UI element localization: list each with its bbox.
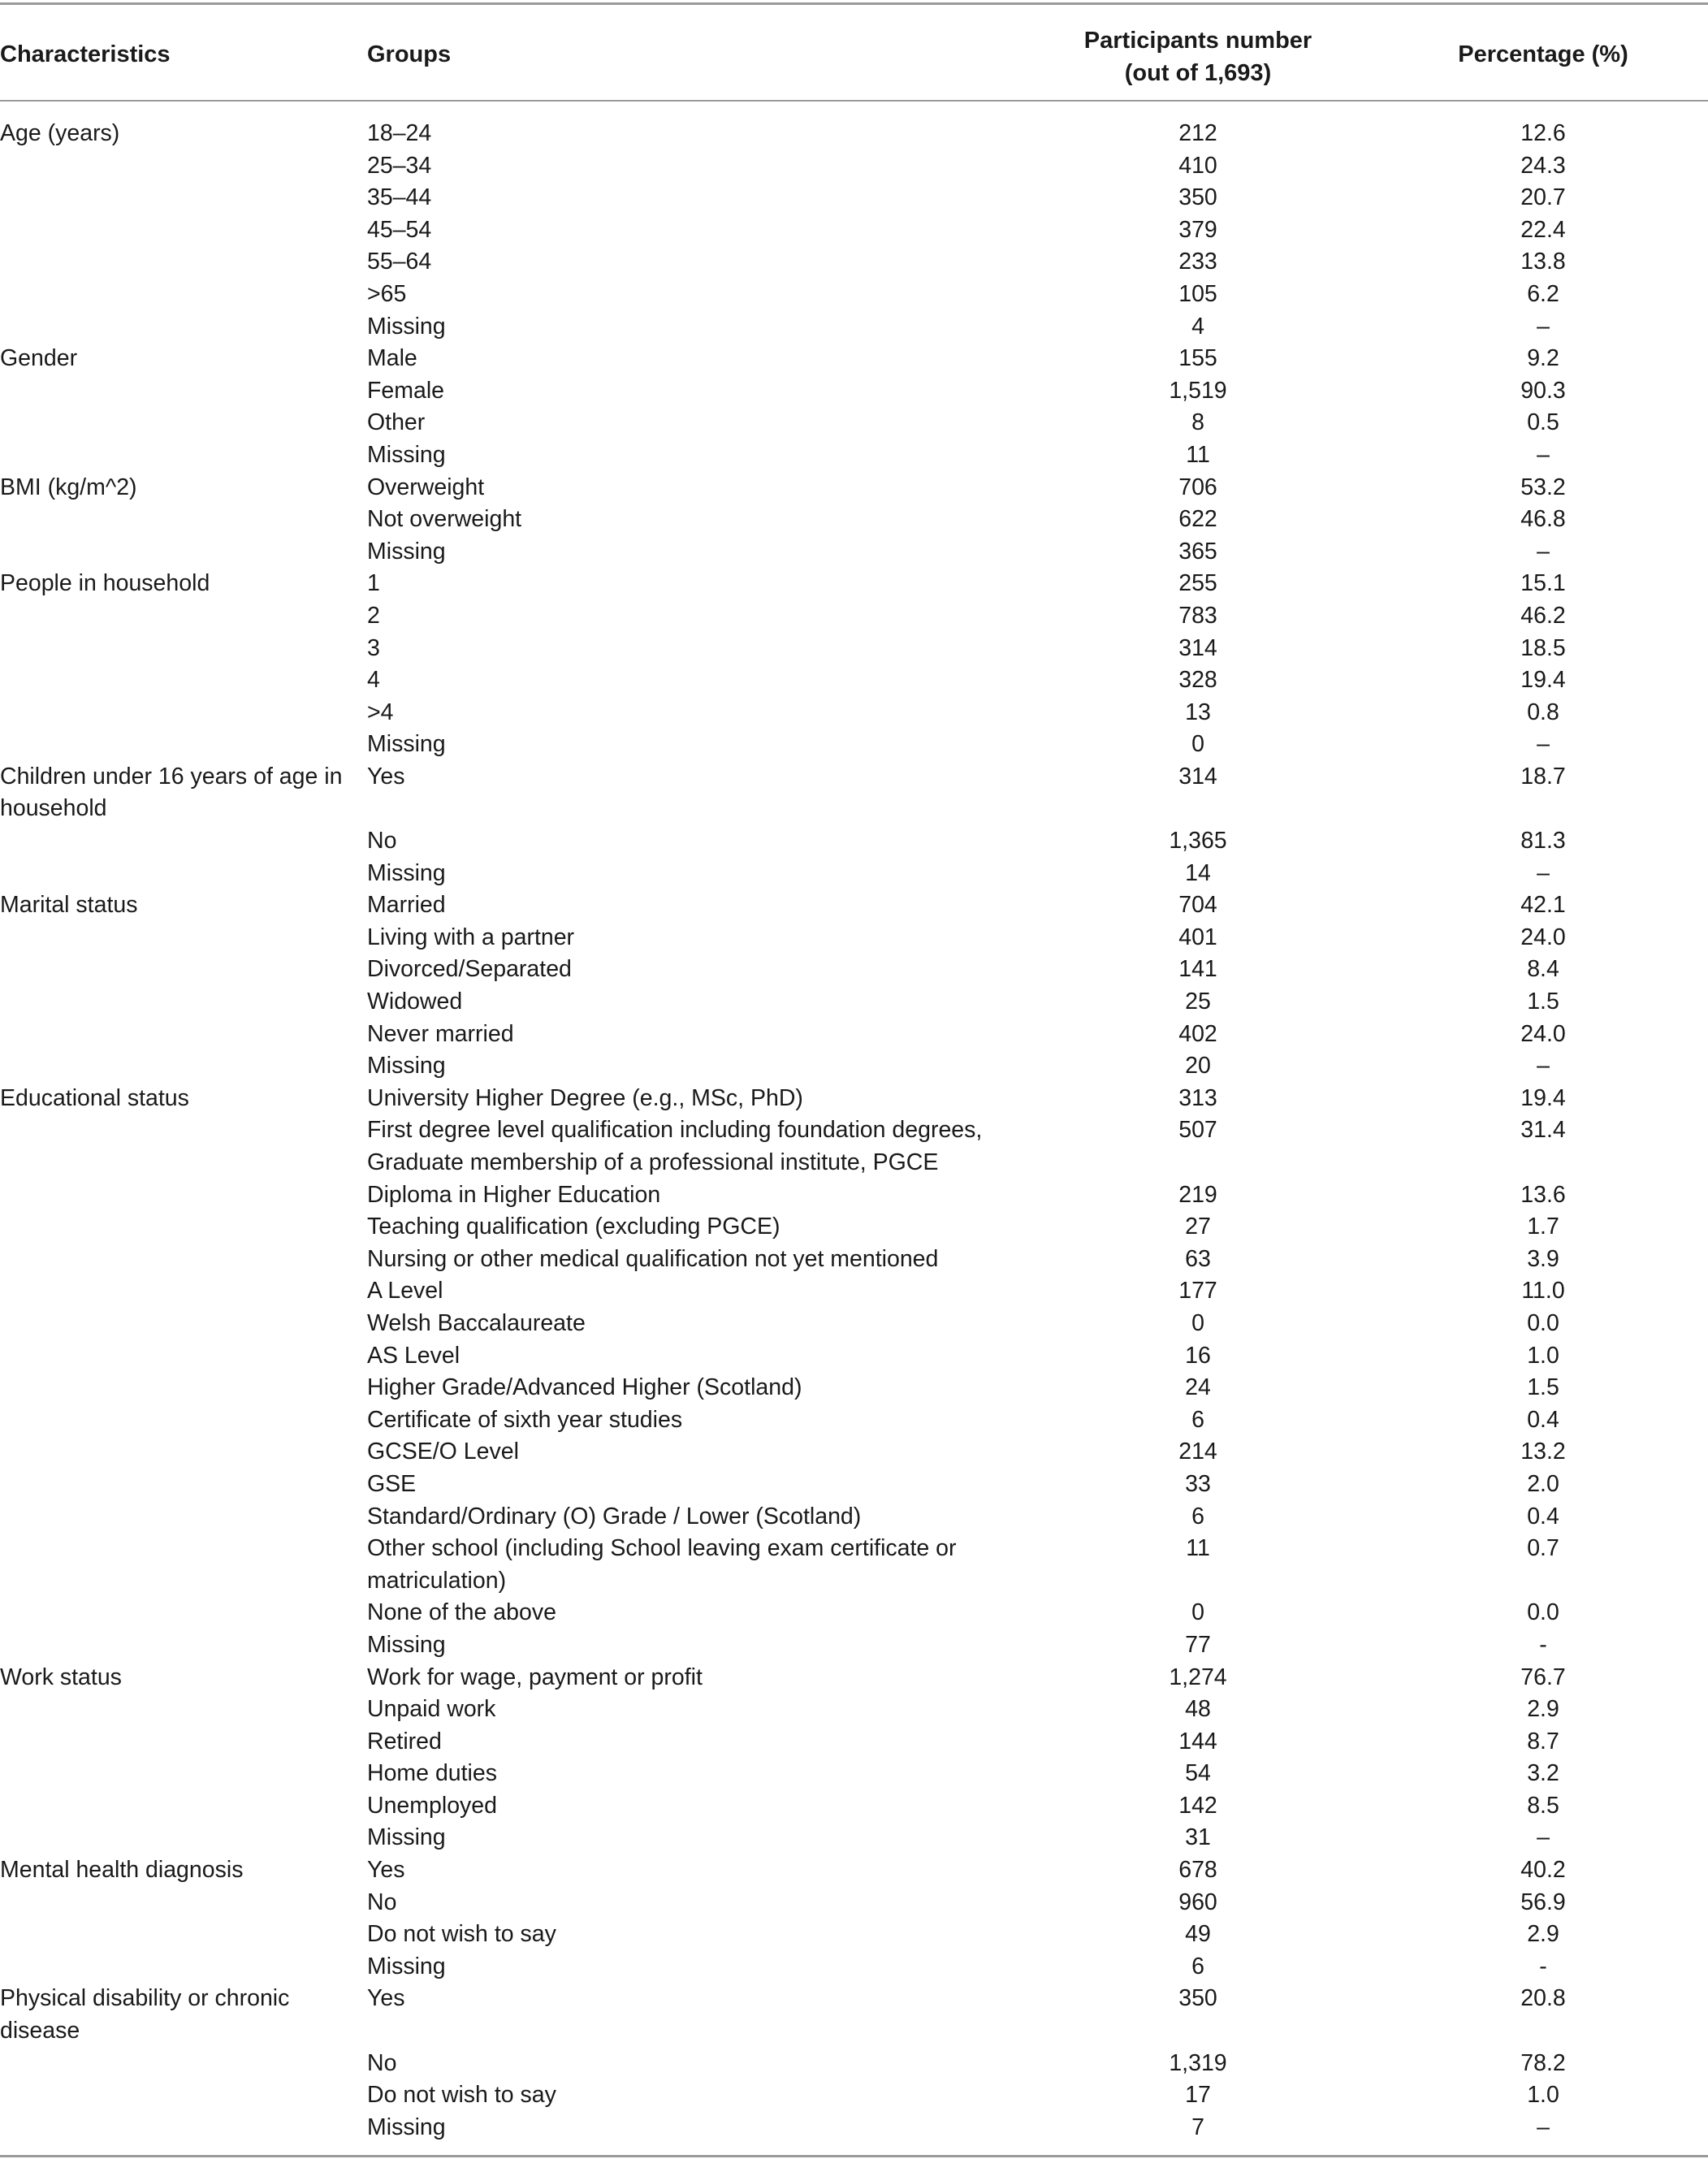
percentage-cell: 76.7	[1520, 1664, 1566, 1690]
percentage-cell: –	[1537, 2114, 1550, 2140]
group-cell: 45–54	[367, 216, 432, 243]
group-cell: Widowed	[367, 989, 463, 1015]
group-cell: Female	[367, 377, 445, 404]
header-participants	[1076, 24, 1320, 89]
table-row	[0, 1211, 1708, 1244]
characteristic-cell: Physical disability or chronic disease	[0, 1985, 290, 2044]
participants-cell: 0	[1191, 1309, 1204, 1336]
participants-cell: 14	[1185, 859, 1211, 886]
characteristic-cell: Educational status	[0, 1084, 189, 1111]
percentage-cell: 1.5	[1527, 989, 1559, 1015]
characteristic-cell: Mental health diagnosis	[0, 1857, 244, 1884]
group-cell: Missing	[367, 1631, 446, 1658]
participants-cell: 17	[1185, 2082, 1211, 2109]
participants-cell: 155	[1178, 345, 1217, 372]
participants-cell: 1,319	[1169, 2049, 1227, 2076]
participants-cell: 1,365	[1169, 828, 1227, 855]
table-row	[0, 858, 1708, 890]
group-cell: 3	[367, 634, 380, 661]
group-cell: GSE	[367, 1470, 417, 1497]
header-rule	[0, 100, 1708, 102]
table-row	[0, 1726, 1708, 1759]
percentage-cell: 0.8	[1527, 699, 1559, 725]
table-row	[0, 986, 1708, 1019]
group-cell: Teaching qualification (excluding PGCE)	[367, 1214, 780, 1240]
bottom-rule	[0, 2155, 1708, 2157]
participants-cell: 350	[1178, 1985, 1217, 2012]
group-cell: >4	[367, 699, 394, 725]
percentage-cell: 8.4	[1527, 956, 1559, 983]
percentage-cell: 3.9	[1527, 1245, 1559, 1272]
table-row	[0, 633, 1708, 665]
table-row	[0, 1951, 1708, 1984]
participants-cell: 783	[1178, 602, 1217, 629]
table-row	[0, 729, 1708, 761]
table-row	[0, 375, 1708, 408]
group-cell: 18–24	[367, 120, 432, 146]
table-row	[0, 1822, 1708, 1854]
percentage-cell: 0.5	[1527, 409, 1559, 436]
table-row	[0, 1629, 1708, 1662]
group-cell: Divorced/Separated	[367, 956, 572, 983]
group-cell: Missing	[367, 313, 446, 340]
table-row	[0, 761, 1708, 825]
participants-cell: 379	[1178, 216, 1217, 243]
group-cell: No	[367, 828, 397, 855]
table-row	[0, 118, 1708, 150]
participants-cell: 328	[1178, 667, 1217, 694]
participants-cell: 11	[1186, 1535, 1210, 1562]
group-cell: 35–44	[367, 184, 432, 211]
group-cell: Do not wish to say	[367, 1921, 556, 1948]
characteristic-cell: Work status	[0, 1664, 122, 1690]
group-cell: No	[367, 1889, 397, 1915]
group-cell: 55–64	[367, 249, 432, 275]
percentage-cell: 13.8	[1520, 249, 1566, 275]
participants-cell: 410	[1178, 152, 1217, 179]
participants-cell: 141	[1178, 956, 1217, 983]
table-row	[0, 922, 1708, 954]
table-row	[0, 1533, 1708, 1597]
participants-cell: 142	[1178, 1792, 1217, 1819]
percentage-cell: 0.4	[1527, 1406, 1559, 1433]
group-cell: Missing	[367, 441, 446, 468]
group-cell: Unpaid work	[367, 1696, 496, 1723]
table-row	[0, 504, 1708, 536]
group-cell: Missing	[367, 731, 446, 758]
table-row	[0, 1662, 1708, 1694]
group-cell: AS Level	[367, 1342, 461, 1369]
participants-cell: 31	[1185, 1824, 1211, 1851]
participants-cell: 678	[1178, 1857, 1217, 1884]
participants-cell: 314	[1178, 634, 1217, 661]
group-cell: Do not wish to say	[367, 2082, 556, 2109]
participants-cell: 214	[1178, 1439, 1217, 1465]
group-cell: Male	[367, 345, 417, 372]
participants-cell: 313	[1178, 1084, 1217, 1111]
table-row	[0, 150, 1708, 183]
group-cell: Living with a partner	[367, 924, 575, 950]
group-cell: Missing	[367, 859, 446, 886]
percentage-cell: 13.6	[1520, 1181, 1566, 1208]
percentage-cell: 15.1	[1520, 570, 1566, 597]
group-cell: 2	[367, 602, 380, 629]
participants-cell: 77	[1185, 1631, 1211, 1658]
participants-cell: 25	[1185, 989, 1211, 1015]
table-row	[0, 664, 1708, 697]
group-cell: University Higher Degree (e.g., MSc, PhD)	[367, 1084, 803, 1111]
participants-cell: 402	[1178, 1020, 1217, 1047]
participants-cell: 0	[1191, 731, 1204, 758]
group-cell: 25–34	[367, 152, 432, 179]
participants-cell: 27	[1185, 1214, 1211, 1240]
group-cell: Other	[367, 409, 426, 436]
table-row	[0, 889, 1708, 922]
participants-cell: 177	[1178, 1278, 1217, 1304]
group-cell: Missing	[367, 1053, 446, 1080]
percentage-cell: 24.0	[1520, 924, 1566, 950]
group-cell: Missing	[367, 2114, 446, 2140]
percentage-cell: 24.3	[1520, 152, 1566, 179]
table-row	[0, 1983, 1708, 2047]
percentage-cell: -	[1539, 1631, 1547, 1658]
table-row	[0, 1501, 1708, 1534]
table-row	[0, 1404, 1708, 1437]
percentage-cell: 22.4	[1520, 216, 1566, 243]
table-body	[0, 118, 1708, 2144]
participants-cell: 350	[1178, 184, 1217, 211]
table-row	[0, 954, 1708, 986]
participants-cell: 4	[1191, 313, 1204, 340]
participants-cell: 706	[1178, 474, 1217, 500]
percentage-cell: 78.2	[1520, 2049, 1566, 2076]
table-row	[0, 1050, 1708, 1083]
table-row	[0, 1179, 1708, 1212]
participants-cell: 33	[1185, 1470, 1211, 1497]
group-cell: Higher Grade/Advanced Higher (Scotland)	[367, 1374, 802, 1401]
header-characteristics: Characteristics	[0, 41, 171, 67]
percentage-cell: 1.5	[1527, 1374, 1559, 1401]
table-row	[0, 536, 1708, 569]
group-cell: GCSE/O Level	[367, 1439, 519, 1465]
percentage-cell: 81.3	[1520, 828, 1566, 855]
header-participants-line1: Participants number	[1083, 28, 1312, 54]
participants-cell: 6	[1191, 1406, 1204, 1433]
percentage-cell: 40.2	[1520, 1857, 1566, 1884]
group-cell: Yes	[367, 763, 405, 790]
group-cell: Standard/Ordinary (O) Grade / Lower (Scotland)	[367, 1503, 862, 1529]
table-row	[0, 697, 1708, 729]
participants-cell: 24	[1185, 1374, 1211, 1401]
table-row	[0, 407, 1708, 439]
percentage-cell: 19.4	[1520, 667, 1566, 694]
group-cell: Home duties	[367, 1760, 497, 1787]
table-row	[0, 1436, 1708, 1469]
table-row	[0, 311, 1708, 344]
group-cell: Married	[367, 892, 446, 919]
participants-cell: 54	[1185, 1760, 1211, 1787]
participants-cell: 13	[1185, 699, 1211, 725]
percentage-cell: 18.5	[1520, 634, 1566, 661]
group-cell: Diploma in Higher Education	[367, 1181, 661, 1208]
table-row	[0, 1887, 1708, 1919]
characteristic-cell: Gender	[0, 345, 78, 372]
percentage-cell: 1.0	[1527, 1342, 1559, 1369]
table-row	[0, 279, 1708, 311]
table-row	[0, 182, 1708, 214]
percentage-cell: -	[1539, 1953, 1547, 1979]
percentage-cell: 8.7	[1527, 1728, 1559, 1754]
group-cell: Not overweight	[367, 506, 522, 533]
percentage-cell: –	[1537, 731, 1550, 758]
characteristic-cell: People in household	[0, 570, 210, 597]
group-cell: Welsh Baccalaureate	[367, 1309, 586, 1336]
table-row	[0, 1597, 1708, 1629]
percentage-cell: –	[1537, 538, 1550, 565]
participants-cell: 219	[1178, 1181, 1217, 1208]
group-cell: First degree level qualification including foundation degrees, Graduate membership of a professional institute, PGCE	[367, 1117, 983, 1175]
percentage-cell: 0.7	[1527, 1535, 1559, 1562]
participants-cell: 0	[1191, 1599, 1204, 1626]
table-row	[0, 214, 1708, 247]
group-cell: 1	[367, 570, 380, 597]
table-row	[0, 343, 1708, 375]
group-cell: A Level	[367, 1278, 443, 1304]
participants-cell: 704	[1178, 892, 1217, 919]
percentage-cell: 19.4	[1520, 1084, 1566, 1111]
table-row	[0, 1275, 1708, 1308]
table-row	[0, 1019, 1708, 1051]
characteristic-cell: Age (years)	[0, 120, 120, 146]
table-row	[0, 1854, 1708, 1887]
percentage-cell: 42.1	[1520, 892, 1566, 919]
percentage-cell: 56.9	[1520, 1889, 1566, 1915]
table-row	[0, 1083, 1708, 1115]
participants-cell: 6	[1191, 1953, 1204, 1979]
table-row	[0, 2079, 1708, 2112]
participants-cell: 48	[1185, 1696, 1211, 1723]
percentage-cell: 2.0	[1527, 1470, 1559, 1497]
characteristic-cell: Children under 16 years of age in household	[0, 763, 343, 822]
table-row	[0, 1758, 1708, 1790]
participants-cell: 8	[1191, 409, 1204, 436]
percentage-cell: 3.2	[1527, 1760, 1559, 1787]
table-row	[0, 1790, 1708, 1823]
participants-cell: 622	[1178, 506, 1217, 533]
table-row	[0, 568, 1708, 600]
participants-cell: 255	[1178, 570, 1217, 597]
participants-cell: 16	[1185, 1342, 1211, 1369]
percentage-cell: –	[1537, 441, 1550, 468]
percentage-cell: –	[1537, 1824, 1550, 1851]
percentage-cell: 12.6	[1520, 120, 1566, 146]
group-cell: Other school (including School leaving exam certificate or matriculation)	[367, 1535, 957, 1594]
header-participants-line2: (out of 1,693)	[1124, 60, 1272, 86]
percentage-cell: 1.0	[1527, 2082, 1559, 2109]
participants-cell: 63	[1185, 1245, 1211, 1272]
participants-cell: 6	[1191, 1503, 1204, 1529]
participants-cell: 233	[1178, 249, 1217, 275]
header-percentage: Percentage (%)	[1458, 41, 1628, 67]
table-row	[0, 439, 1708, 472]
participants-cell: 212	[1178, 120, 1217, 146]
table-row	[0, 825, 1708, 858]
group-cell: Nursing or other medical qualification not yet mentioned	[367, 1245, 939, 1272]
header-groups: Groups	[367, 41, 452, 67]
percentage-cell: 53.2	[1520, 474, 1566, 500]
percentage-cell: 6.2	[1527, 280, 1559, 307]
group-cell: No	[367, 2049, 397, 2076]
table-row	[0, 1114, 1708, 1179]
percentage-cell: –	[1537, 859, 1550, 886]
percentage-cell: 18.7	[1520, 763, 1566, 790]
participants-cell: 7	[1191, 2114, 1204, 2140]
table-row	[0, 1469, 1708, 1501]
percentage-cell: 0.4	[1527, 1503, 1559, 1529]
percentage-cell: 11.0	[1521, 1278, 1565, 1304]
table-row	[0, 246, 1708, 279]
table-row	[0, 1340, 1708, 1373]
participants-cell: 365	[1178, 538, 1217, 565]
percentage-cell: 46.2	[1520, 602, 1566, 629]
participants-cell: 144	[1178, 1728, 1217, 1754]
group-cell: Missing	[367, 1824, 446, 1851]
table-row	[0, 1244, 1708, 1276]
group-cell: Work for wage, payment or profit	[367, 1664, 703, 1690]
table-row	[0, 1694, 1708, 1726]
table-row	[0, 2112, 1708, 2144]
participants-cell: 49	[1185, 1921, 1211, 1948]
table-row	[0, 600, 1708, 633]
table-row	[0, 2048, 1708, 2080]
group-cell: Unemployed	[367, 1792, 498, 1819]
participants-cell: 105	[1178, 280, 1217, 307]
participants-cell: 507	[1178, 1117, 1217, 1144]
group-cell: None of the above	[367, 1599, 556, 1626]
percentage-cell: 8.5	[1527, 1792, 1559, 1819]
group-cell: Overweight	[367, 474, 485, 500]
participants-cell: 1,519	[1169, 377, 1227, 404]
participants-cell: 20	[1185, 1053, 1211, 1080]
participants-cell: 1,274	[1169, 1664, 1227, 1690]
percentage-cell: 1.7	[1527, 1214, 1559, 1240]
percentage-cell: 31.4	[1520, 1117, 1566, 1144]
percentage-cell: 2.9	[1527, 1696, 1559, 1723]
percentage-cell: 46.8	[1520, 506, 1566, 533]
group-cell: Missing	[367, 538, 446, 565]
percentage-cell: 90.3	[1520, 377, 1566, 404]
characteristic-cell: BMI (kg/m^2)	[0, 474, 137, 500]
percentage-cell: 20.7	[1520, 184, 1566, 211]
group-cell: Retired	[367, 1728, 442, 1754]
percentage-cell: 24.0	[1520, 1020, 1566, 1047]
table-row	[0, 1308, 1708, 1340]
percentage-cell: 0.0	[1527, 1599, 1559, 1626]
participants-cell: 960	[1178, 1889, 1217, 1915]
group-cell: 4	[367, 667, 380, 694]
characteristic-cell: Marital status	[0, 892, 138, 919]
group-cell: >65	[367, 280, 407, 307]
participants-cell: 401	[1178, 924, 1217, 950]
participants-cell: 11	[1186, 441, 1210, 468]
percentage-cell: –	[1537, 313, 1550, 340]
table-row	[0, 472, 1708, 504]
percentage-cell: –	[1537, 1053, 1550, 1080]
table-header	[0, 5, 1708, 100]
group-cell: Missing	[367, 1953, 446, 1979]
group-cell: Certificate of sixth year studies	[367, 1406, 683, 1433]
group-cell: Yes	[367, 1857, 405, 1884]
percentage-cell: 2.9	[1527, 1921, 1559, 1948]
group-cell: Never married	[367, 1020, 514, 1047]
percentage-cell: 13.2	[1520, 1439, 1566, 1465]
percentage-cell: 9.2	[1527, 345, 1559, 372]
table-row	[0, 1372, 1708, 1404]
group-cell: Yes	[367, 1985, 405, 2012]
table-row	[0, 1919, 1708, 1951]
percentage-cell: 0.0	[1527, 1309, 1559, 1336]
percentage-cell: 20.8	[1520, 1985, 1566, 2012]
participants-cell: 314	[1178, 763, 1217, 790]
